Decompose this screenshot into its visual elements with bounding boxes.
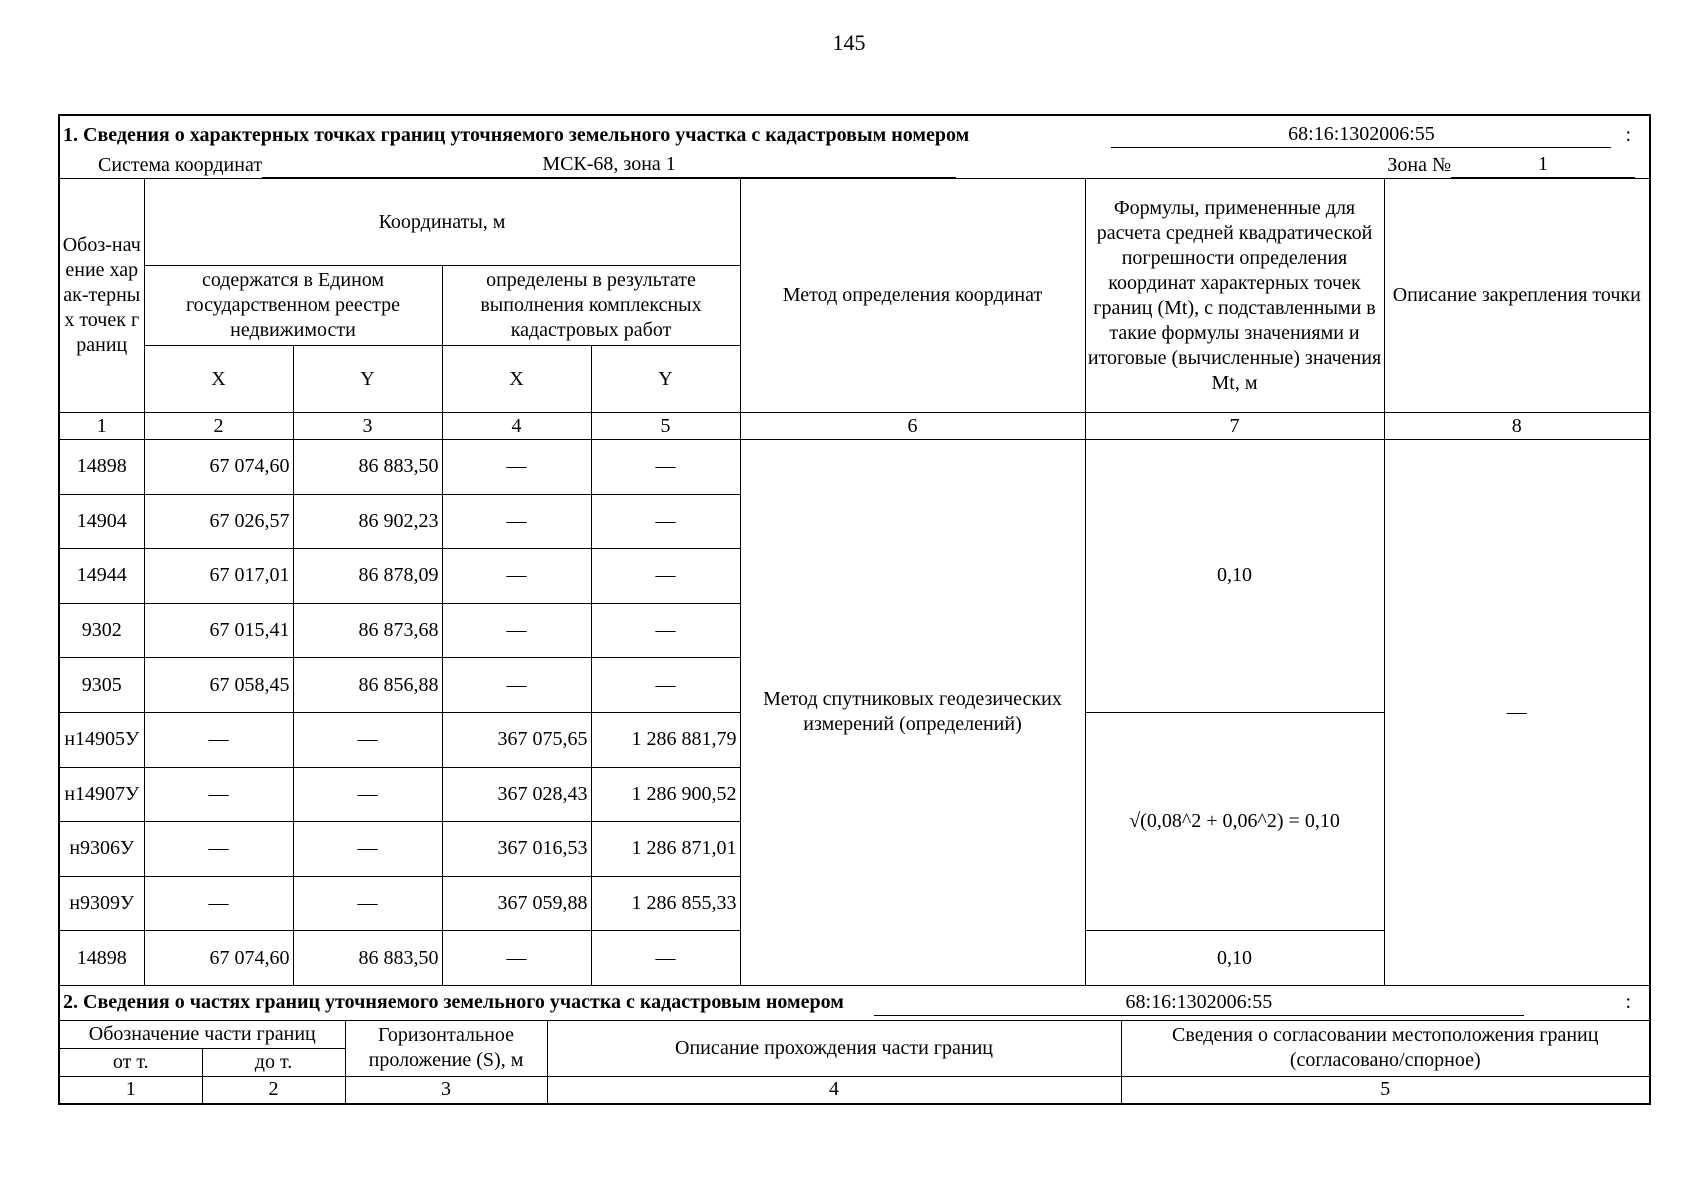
section2-colon: : [1625, 991, 1631, 1014]
y-egrn: — [293, 822, 442, 877]
y-kkr: 1 286 900,52 [591, 767, 740, 822]
section2-heading [60, 986, 1649, 1020]
y-egrn: 86 883,50 [293, 931, 442, 986]
header-agreement: Сведения о согласовании местоположения границ (согласовано/спорное) [1121, 1020, 1650, 1076]
section1-cadastral-number: 68:16:1302006:55 [1111, 122, 1611, 148]
x-kkr: — [442, 440, 591, 495]
section2-title: 2. Сведения о частях границ уточняемого земельного участка с кадастровым номером [63, 991, 844, 1014]
point-id: н9306У [59, 822, 144, 877]
x-kkr: 367 075,65 [442, 712, 591, 767]
column-number: 4 [547, 1076, 1121, 1104]
header-x-egrn: X [144, 346, 293, 413]
coord-system-label: Система координат [98, 154, 263, 176]
x-egrn: 67 017,01 [144, 549, 293, 604]
x-egrn: — [144, 767, 293, 822]
y-egrn: 86 878,09 [293, 549, 442, 604]
header-horizontal: Горизонтальное проложение (S), м [345, 1020, 547, 1076]
header-point-designation: Обоз-начение харак-терных точек границ [59, 179, 144, 413]
y-egrn: 86 873,68 [293, 603, 442, 658]
y-egrn: 86 902,23 [293, 494, 442, 549]
x-egrn: 67 026,57 [144, 494, 293, 549]
y-kkr: — [591, 931, 740, 986]
column-number: 2 [202, 1076, 345, 1104]
x-egrn: — [144, 876, 293, 931]
section1-heading [60, 116, 1649, 148]
x-kkr: 367 059,88 [442, 876, 591, 931]
x-egrn: — [144, 712, 293, 767]
point-id: 14898 [59, 440, 144, 495]
cadastral-document [58, 114, 1649, 1105]
x-kkr: 367 028,43 [442, 767, 591, 822]
x-kkr: — [442, 603, 591, 658]
header-y-egrn: Y [293, 346, 442, 413]
y-egrn: — [293, 767, 442, 822]
page-number: 145 [832, 30, 866, 55]
header-method: Метод определения координат [740, 179, 1085, 413]
y-kkr: 1 286 871,01 [591, 822, 740, 877]
column-number: 1 [59, 413, 144, 440]
section1-table [58, 114, 1651, 986]
column-number: 6 [740, 413, 1085, 440]
point-id: 9302 [59, 603, 144, 658]
point-id: н9309У [59, 876, 144, 931]
header-kkr: определены в результате выполнения комплексных кадастровых работ [442, 266, 740, 346]
header-coordinates: Координаты, м [144, 179, 740, 266]
column-number: 4 [442, 413, 591, 440]
y-egrn: 86 856,88 [293, 658, 442, 713]
x-kkr: — [442, 931, 591, 986]
zone-label: Зона № [1387, 154, 1452, 176]
header-formulas: Формулы, примененные для расчета средней квадратической погрешности определения координат характерных точек границ (Mt), с подставленными в такие формулы значениями и итоговые (вычисленные) значения Mt, м [1085, 179, 1384, 413]
y-egrn: — [293, 712, 442, 767]
y-kkr: — [591, 658, 740, 713]
y-kkr: — [591, 549, 740, 604]
y-egrn: — [293, 876, 442, 931]
point-id: н14905У [59, 712, 144, 767]
mt-value: 0,10 [1085, 931, 1384, 986]
section2-cadastral-number: 68:16:1302006:55 [874, 990, 1524, 1016]
header-y-kkr: Y [591, 346, 740, 413]
header-from: от т. [59, 1048, 202, 1076]
header-part-designation: Обозначение части границ [59, 1020, 345, 1048]
y-kkr: — [591, 603, 740, 658]
point-id: 14904 [59, 494, 144, 549]
x-egrn: 67 074,60 [144, 931, 293, 986]
table-row [59, 440, 1650, 495]
x-kkr: — [442, 549, 591, 604]
header-x-kkr: X [442, 346, 591, 413]
column-number: 3 [293, 413, 442, 440]
point-id: н14907У [59, 767, 144, 822]
method-value: Метод спутниковых геодезических измерений (определений) [740, 440, 1085, 986]
y-kkr: — [591, 494, 740, 549]
point-id: 9305 [59, 658, 144, 713]
zone-value: 1 [1451, 152, 1635, 178]
x-kkr: 367 016,53 [442, 822, 591, 877]
y-kkr: — [591, 440, 740, 495]
column-number: 3 [345, 1076, 547, 1104]
header-egrn: содержатся в Едином государственном реестре недвижимости [144, 266, 442, 346]
header-description: Описание закрепления точки [1384, 179, 1650, 413]
column-number: 7 [1085, 413, 1384, 440]
column-number: 8 [1384, 413, 1650, 440]
header-passage: Описание прохождения части границ [547, 1020, 1121, 1076]
section2-table [58, 985, 1651, 1105]
x-kkr: — [442, 658, 591, 713]
y-kkr: 1 286 855,33 [591, 876, 740, 931]
header-to: до т. [202, 1048, 345, 1076]
x-kkr: — [442, 494, 591, 549]
point-id: 14944 [59, 549, 144, 604]
y-kkr: 1 286 881,79 [591, 712, 740, 767]
section1-title: 1. Сведения о характерных точках границ уточняемого земельного участка с кадастровым номером [63, 124, 970, 146]
column-number: 1 [59, 1076, 202, 1104]
coord-system-value: МСК-68, зона 1 [262, 152, 956, 178]
point-id: 14898 [59, 931, 144, 986]
section1-colon: : [1625, 124, 1632, 146]
mt-formula: √(0,08^2 + 0,06^2) = 0,10 [1085, 712, 1384, 930]
column-number: 5 [1121, 1076, 1650, 1104]
column-number: 2 [144, 413, 293, 440]
x-egrn: 67 058,45 [144, 658, 293, 713]
x-egrn: — [144, 822, 293, 877]
x-egrn: 67 074,60 [144, 440, 293, 495]
description-value: — [1384, 440, 1650, 986]
x-egrn: 67 015,41 [144, 603, 293, 658]
mt-value: 0,10 [1085, 440, 1384, 713]
coord-system-line [60, 148, 1649, 178]
column-number: 5 [591, 413, 740, 440]
y-egrn: 86 883,50 [293, 440, 442, 495]
